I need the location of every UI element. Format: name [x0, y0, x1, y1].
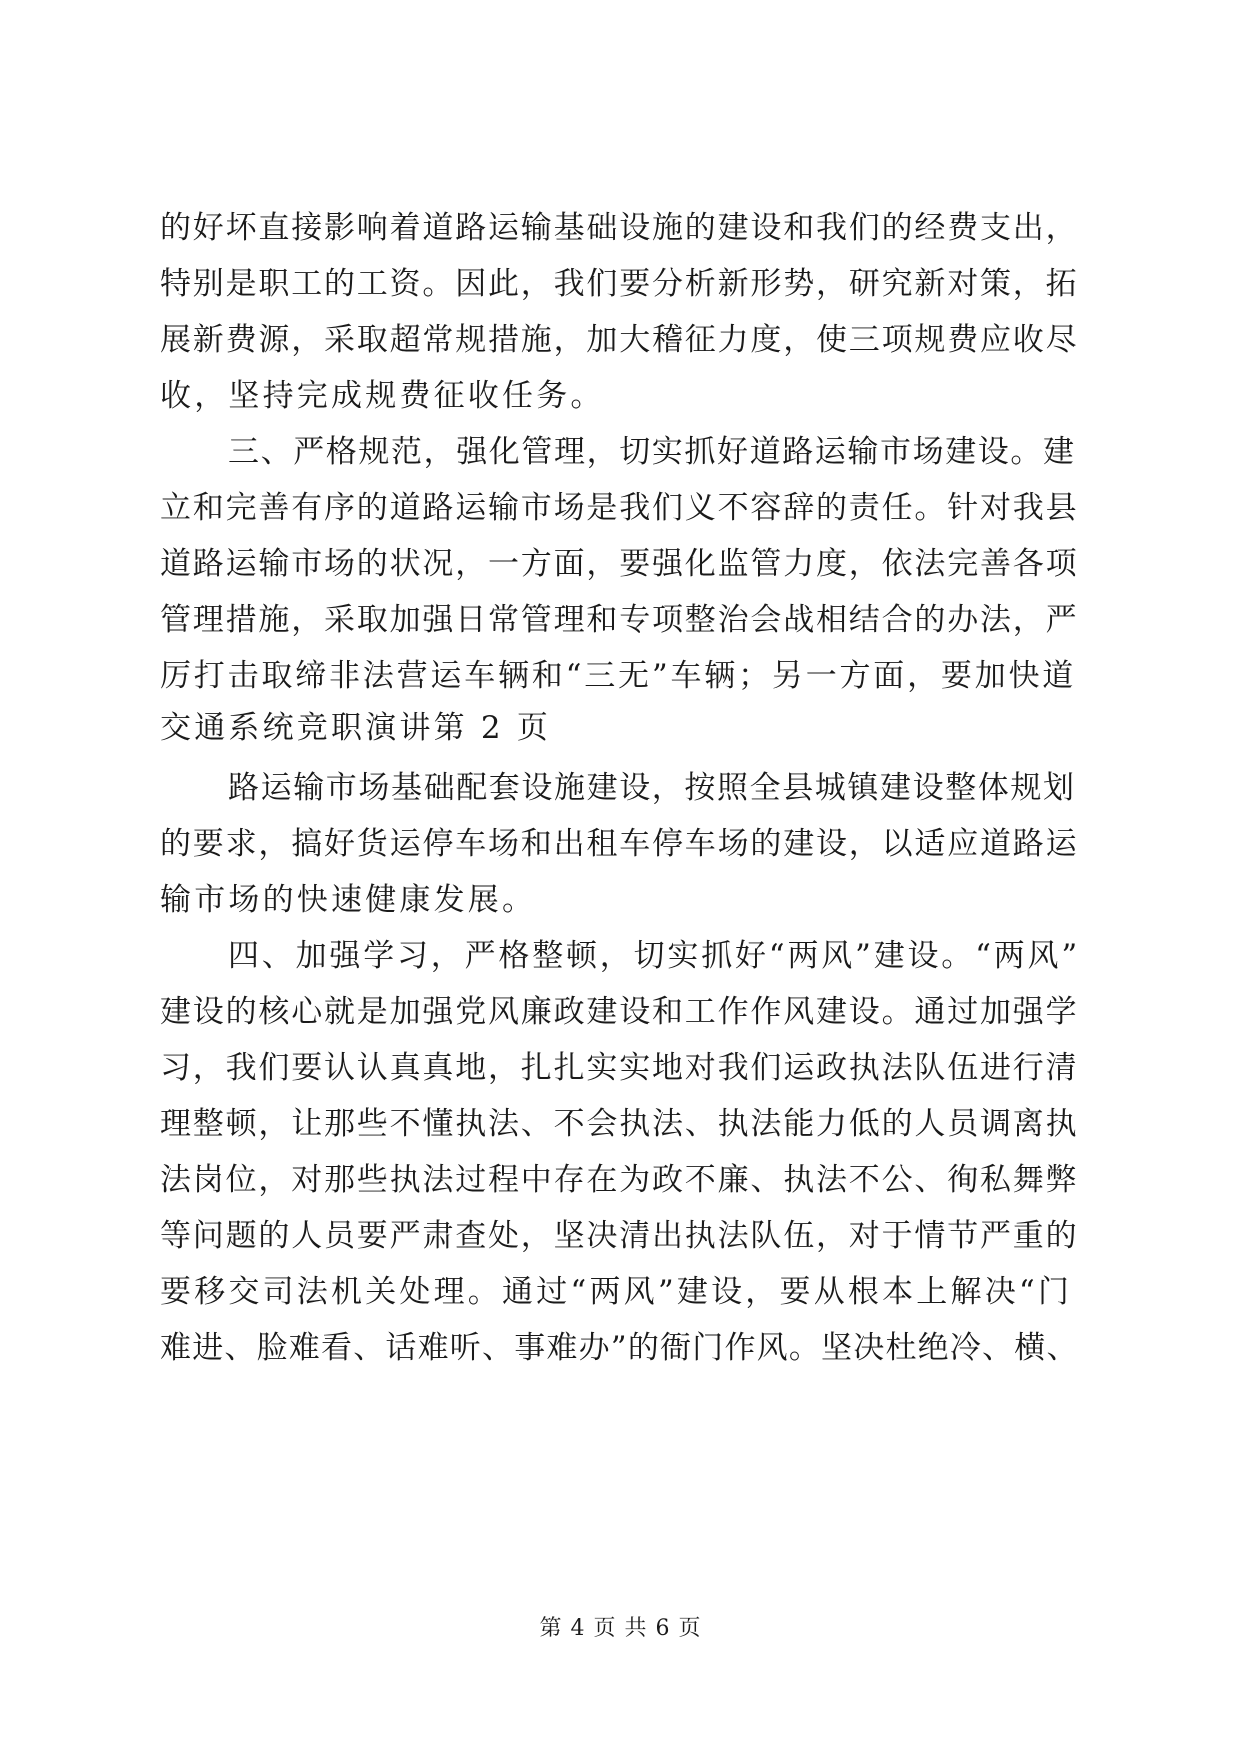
body-text-line: 管理措施，采取加强日常管理和专项整治会战相结合的办法，严	[160, 602, 1079, 638]
body-text-line: 道路运输市场的状况，一方面，要强化监管力度，依法完善各项	[160, 546, 1079, 582]
body-text-line: 理整顿，让那些不懂执法、不会执法、执法能力低的人员调离执	[160, 1106, 1079, 1142]
body-text-line: 输市场的快速健康发展。	[160, 882, 537, 918]
body-text-line: 要移交司法机关处理。通过“两风”建设，要从根本上解决“门	[160, 1274, 1073, 1310]
body-text-line: 习，我们要认认真真地，扎扎实实地对我们运政执法队伍进行清	[160, 1050, 1079, 1086]
body-text-line: 厉打击取缔非法营运车辆和“三无”车辆；另一方面，要加快道	[160, 658, 1077, 694]
body-text-line: 特别是职工的工资。因此，我们要分析新形势，研究新对策，拓	[160, 266, 1079, 302]
section-heading-4: 四、加强学习，严格整顿，切实抓好“两风”建设。“两风”	[228, 938, 1080, 974]
body-text-line: 的好坏直接影响着道路运输基础设施的建设和我们的经费支出，	[160, 210, 1079, 246]
body-text-line: 建设的核心就是加强党风廉政建设和工作作风建设。通过加强学	[160, 994, 1079, 1030]
body-text-line: 路运输市场基础配套设施建设，按照全县城镇建设整体规划	[228, 770, 1076, 806]
body-text-line: 的要求，搞好货运停车场和出租车停车场的建设，以适应道路运	[160, 826, 1079, 862]
section-heading-3: 三、严格规范，强化管理，切实抓好道路运输市场建设。建	[228, 434, 1076, 470]
body-text-line: 展新费源，采取超常规措施，加大稽征力度，使三项规费应收尽	[160, 322, 1079, 358]
body-text-line: 法岗位，对那些执法过程中存在为政不廉、执法不公、徇私舞弊	[160, 1162, 1079, 1198]
body-text-line: 收，坚持完成规费征收任务。	[160, 378, 605, 414]
body-text-line: 立和完善有序的道路运输市场是我们义不容辞的责任。针对我县	[160, 490, 1079, 526]
body-text-line: 等问题的人员要严肃查处，坚决清出执法队伍，对于情节严重的	[160, 1218, 1079, 1254]
inline-page-marker: 交通系统竞职演讲第 2 页	[160, 710, 552, 746]
body-text-line: 难进、脸难看、话难听、事难办”的衙门作风。坚决杜绝冷、横、	[160, 1330, 1079, 1366]
page-footer: 第 4 页 共 6 页	[539, 1616, 702, 1641]
